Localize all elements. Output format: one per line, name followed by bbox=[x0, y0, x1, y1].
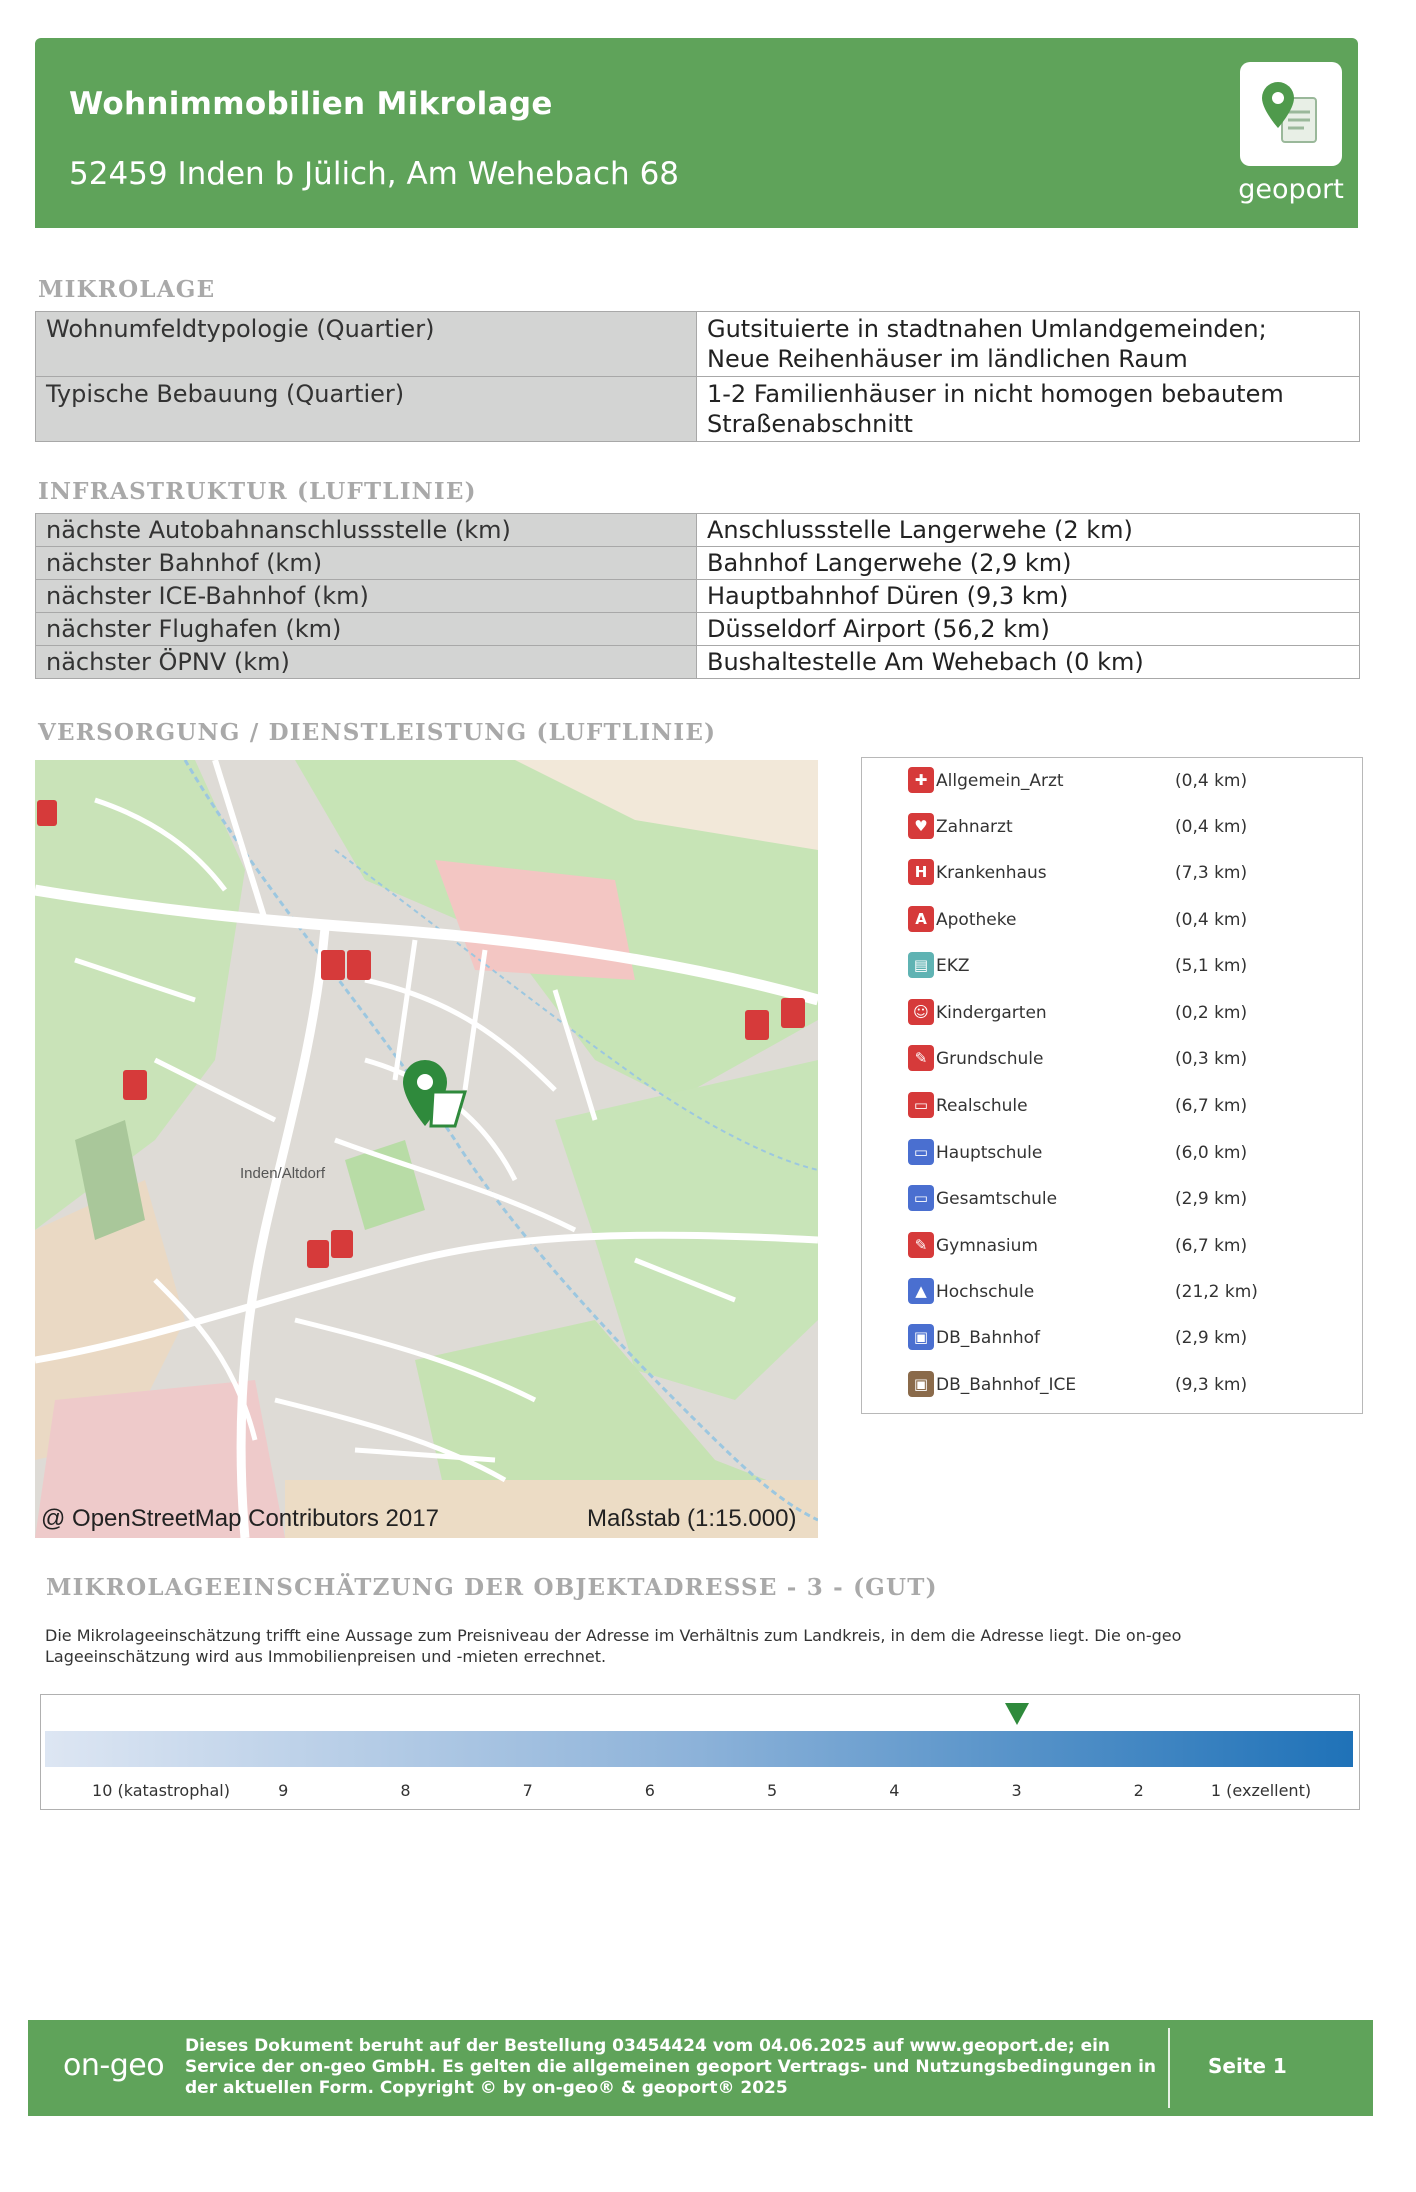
legend-label: Kindergarten bbox=[936, 1003, 1047, 1023]
footer-line: der aktuellen Form. Copyright © by on-geo® & geoport® 2025 bbox=[185, 2078, 788, 2098]
legend-item bbox=[908, 952, 1328, 982]
legend-label: Apotheke bbox=[936, 910, 1017, 930]
row-value-line: Neue Reihenhäuser im ländlichen Raum bbox=[707, 345, 1188, 373]
footer-line: Dieses Dokument beruht auf der Bestellung 03454424 vom 04.06.2025 auf www.geoport.de; ein bbox=[185, 2036, 1111, 2056]
legend-distance: (7,3 km) bbox=[1175, 863, 1248, 883]
scale-label: 5 bbox=[767, 1781, 778, 1800]
legend-label: Hochschule bbox=[936, 1282, 1035, 1302]
table-row bbox=[36, 312, 1360, 377]
row-key: nächster Flughafen (km) bbox=[36, 613, 697, 646]
scale-label: 10 (katastrophal) bbox=[92, 1781, 230, 1800]
legend-item bbox=[908, 1045, 1328, 1075]
legend-item bbox=[908, 906, 1328, 936]
on-geo-logo: on-geo bbox=[63, 2048, 165, 2083]
infrastruktur-table bbox=[35, 513, 1360, 679]
legend-label: Hauptschule bbox=[936, 1143, 1043, 1163]
scale-label: 6 bbox=[644, 1781, 655, 1800]
table-row bbox=[36, 547, 1360, 580]
map-place-label: Inden/Altdorf bbox=[240, 1165, 326, 1182]
legend-label: Gymnasium bbox=[936, 1236, 1038, 1256]
legend-item bbox=[908, 1092, 1328, 1122]
geoport-logo-text: geoport bbox=[1238, 174, 1344, 205]
footer-text bbox=[185, 2036, 1165, 2099]
university-icon: ▲ bbox=[908, 1278, 934, 1304]
legend-label: Realschule bbox=[936, 1096, 1028, 1116]
table-row bbox=[36, 514, 1360, 547]
secondary-school-icon: ▭ bbox=[908, 1092, 934, 1118]
legend-item bbox=[908, 767, 1328, 797]
row-key: nächster Bahnhof (km) bbox=[36, 547, 697, 580]
mikrolage-table bbox=[35, 311, 1360, 442]
row-key: nächste Autobahnanschlussstelle (km) bbox=[36, 514, 697, 547]
legend-item bbox=[908, 1185, 1328, 1215]
page-footer bbox=[28, 2020, 1373, 2116]
rating-marker-icon bbox=[1005, 1703, 1029, 1725]
legend-distance: (2,9 km) bbox=[1175, 1328, 1248, 1348]
row-value: Bahnhof Langerwehe (2,9 km) bbox=[697, 547, 1360, 580]
legend-distance: (6,0 km) bbox=[1175, 1143, 1248, 1163]
rating-scale bbox=[40, 1694, 1360, 1810]
legend-item bbox=[908, 1232, 1328, 1262]
shopping-center-icon: ▤ bbox=[908, 952, 934, 978]
table-row bbox=[36, 377, 1360, 442]
row-value-line: Straßenabschnitt bbox=[707, 410, 913, 438]
legend-label: DB_Bahnhof bbox=[936, 1328, 1041, 1348]
map-copyright: @ OpenStreetMap Contributors 2017 bbox=[41, 1505, 439, 1532]
pharmacy-icon: A bbox=[908, 906, 934, 932]
comprehensive-school-icon: ▭ bbox=[908, 1185, 934, 1211]
table-row bbox=[36, 580, 1360, 613]
report-title: Wohnimmobilien Mikrolage bbox=[69, 86, 553, 122]
legend-distance: (0,4 km) bbox=[1175, 910, 1248, 930]
scale-label: 4 bbox=[889, 1781, 900, 1800]
legend-item bbox=[908, 1139, 1328, 1169]
row-value: Düsseldorf Airport (56,2 km) bbox=[697, 613, 1360, 646]
section-title-einschaetzung: MIKROLAGEEINSCHÄTZUNG DER OBJEKTADRESSE - 3 - (GUT) bbox=[46, 1574, 938, 1601]
legend-label: Gesamtschule bbox=[936, 1189, 1058, 1209]
footer-divider bbox=[1168, 2028, 1170, 2108]
description-line: Die Mikrolageeinschätzung trifft eine Aussage zum Preisniveau der Adresse im Verhältnis zum Landkreis, in dem die Adresse liegt. Die on-geo bbox=[45, 1626, 1182, 1645]
description-line: Lageeinschätzung wird aus Immobilienpreisen und -mieten errechnet. bbox=[45, 1647, 607, 1666]
page-number: Seite 1 bbox=[1208, 2054, 1287, 2078]
legend-item bbox=[908, 1324, 1328, 1354]
train-station-icon: ▣ bbox=[908, 1324, 934, 1350]
scale-label: 9 bbox=[278, 1781, 289, 1800]
legend-item bbox=[908, 1371, 1328, 1401]
legend-distance: (6,7 km) bbox=[1175, 1096, 1248, 1116]
legend-distance: (2,9 km) bbox=[1175, 1189, 1248, 1209]
gymnasium-icon: ✎ bbox=[908, 1232, 934, 1258]
section-title-versorgung: VERSORGUNG / DIENSTLEISTUNG (LUFTLINIE) bbox=[38, 719, 717, 746]
legend-distance: (0,3 km) bbox=[1175, 1049, 1248, 1069]
legend-distance: (0,4 km) bbox=[1175, 817, 1248, 837]
kindergarten-icon: ☺ bbox=[908, 999, 934, 1025]
footer-line: Service der on-geo GmbH. Es gelten die allgemeinen geoport Vertrags- und Nutzungsbedingungen in bbox=[185, 2057, 1157, 2077]
property-address: 52459 Inden b Jülich, Am Wehebach 68 bbox=[69, 156, 680, 192]
legend-label: DB_Bahnhof_ICE bbox=[936, 1375, 1077, 1395]
report-header bbox=[35, 38, 1358, 228]
table-row bbox=[36, 646, 1360, 679]
map-canvas bbox=[35, 760, 818, 1538]
legend-item bbox=[908, 999, 1328, 1029]
legend-label: Grundschule bbox=[936, 1049, 1044, 1069]
row-key: nächster ÖPNV (km) bbox=[36, 646, 697, 679]
row-key: nächster ICE-Bahnhof (km) bbox=[36, 580, 697, 613]
scale-label: 3 bbox=[1011, 1781, 1022, 1800]
legend-distance: (6,7 km) bbox=[1175, 1236, 1248, 1256]
row-key: Wohnumfeldtypologie (Quartier) bbox=[36, 312, 697, 377]
rating-gradient-bar bbox=[45, 1731, 1353, 1767]
section-title-mikrolage: MIKROLAGE bbox=[38, 276, 216, 303]
geoport-logo bbox=[1240, 62, 1342, 166]
row-key: Typische Bebauung (Quartier) bbox=[36, 377, 697, 442]
table-row bbox=[36, 613, 1360, 646]
scale-label: 2 bbox=[1133, 1781, 1144, 1800]
doctor-icon: ✚ bbox=[908, 767, 934, 793]
row-value-line: 1-2 Familienhäuser in nicht homogen bebautem bbox=[707, 380, 1284, 408]
hospital-icon: H bbox=[908, 859, 934, 885]
scale-label: 1 (exzellent) bbox=[1210, 1781, 1312, 1800]
scale-label: 7 bbox=[522, 1781, 533, 1800]
map-scale: Maßstab (1:15.000) bbox=[587, 1505, 797, 1532]
primary-school-icon: ✎ bbox=[908, 1045, 934, 1071]
row-value: Hauptbahnhof Düren (9,3 km) bbox=[697, 580, 1360, 613]
scale-label: 8 bbox=[400, 1781, 411, 1800]
legend-item bbox=[908, 1278, 1328, 1308]
row-value bbox=[697, 312, 1360, 377]
legend-item bbox=[908, 859, 1328, 889]
legend-distance: (0,2 km) bbox=[1175, 1003, 1248, 1023]
legend-distance: (21,2 km) bbox=[1175, 1282, 1258, 1302]
ice-station-icon: ▣ bbox=[908, 1371, 934, 1397]
row-value-line: Gutsituierte in stadtnahen Umlandgemeinden; bbox=[707, 315, 1267, 343]
legend-distance: (5,1 km) bbox=[1175, 956, 1248, 976]
legend-label: EKZ bbox=[936, 956, 970, 976]
legend-distance: (0,4 km) bbox=[1175, 771, 1248, 791]
osm-map[interactable] bbox=[35, 760, 818, 1538]
legend-label: Zahnarzt bbox=[936, 817, 1013, 837]
tooth-icon: ♥ bbox=[908, 813, 934, 839]
map-pin-document-icon bbox=[1240, 62, 1342, 166]
row-value: Bushaltestelle Am Wehebach (0 km) bbox=[697, 646, 1360, 679]
legend-label: Allgemein_Arzt bbox=[936, 771, 1064, 791]
legend-item bbox=[908, 813, 1328, 843]
legend-distance: (9,3 km) bbox=[1175, 1375, 1248, 1395]
section-title-infrastruktur: INFRASTRUKTUR (LUFTLINIE) bbox=[38, 478, 477, 505]
row-value bbox=[697, 377, 1360, 442]
einschaetzung-description bbox=[45, 1625, 1295, 1667]
hauptschule-icon: ▭ bbox=[908, 1139, 934, 1165]
legend-label: Krankenhaus bbox=[936, 863, 1047, 883]
row-value: Anschlussstelle Langerwehe (2 km) bbox=[697, 514, 1360, 547]
poi-legend bbox=[861, 757, 1363, 1414]
